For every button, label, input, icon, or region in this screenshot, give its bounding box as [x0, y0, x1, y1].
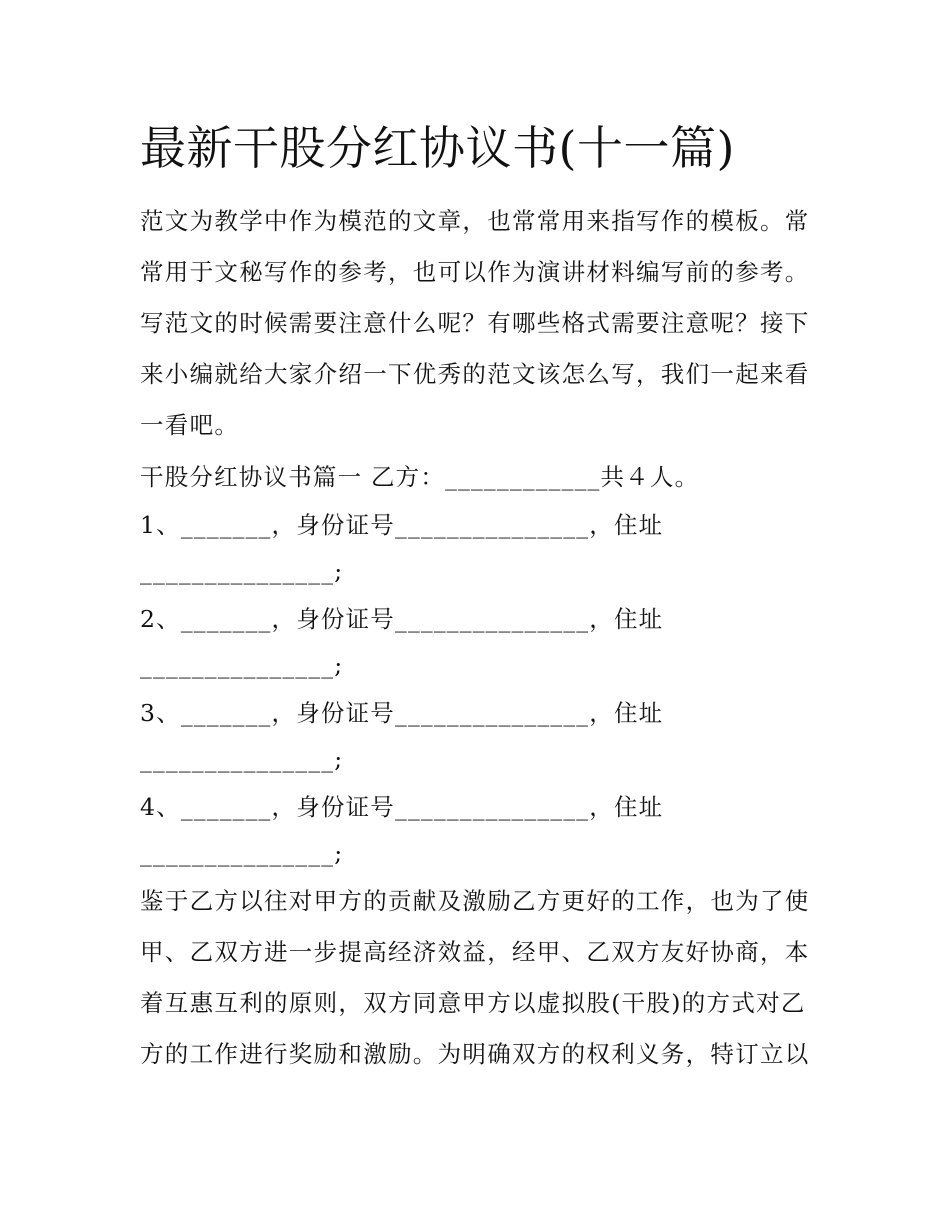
member-2-line: 2、_______，身份证号_______________，住址 — [140, 605, 664, 633]
member-3-address: _______________; — [140, 745, 344, 773]
member-3-line: 3、_______，身份证号_______________，住址 — [140, 699, 664, 727]
intro-paragraph: 范文为教学中作为模范的文章，也常常用来指写作的模板。常常用于文秘写作的参考，也可以作为演讲材料编写前的参考。写范文的时候需要注意什么呢？有哪些格式需要注意呢？接下来小编就给大家介绍一下优秀的范文该怎么写，我们一起来看一看吧。 — [140, 207, 810, 439]
member-4-line: 4、_______，身份证号_______________，住址 — [140, 793, 664, 821]
member-1-address: _______________; — [140, 557, 344, 585]
document-title: 最新干股分红协议书(十一篇) — [140, 121, 735, 175]
party-b-line: 干股分红协议书篇一 乙方：____________共４人。 — [140, 463, 700, 491]
member-4-address: _______________; — [140, 839, 344, 867]
member-2-address: _______________; — [140, 651, 344, 679]
member-1-line: 1、_______，身份证号_______________，住址 — [140, 511, 664, 539]
closing-paragraph: 鉴于乙方以往对甲方的贡献及激励乙方更好的工作，也为了使甲、乙双方进一步提高经济效益，经甲、乙双方友好协商，本着互惠互利的原则，双方同意甲方以虚拟股(干股)的方式对乙方的工作进行奖励和激励。为明确双方的权利义务，特订立以 — [140, 887, 810, 1068]
